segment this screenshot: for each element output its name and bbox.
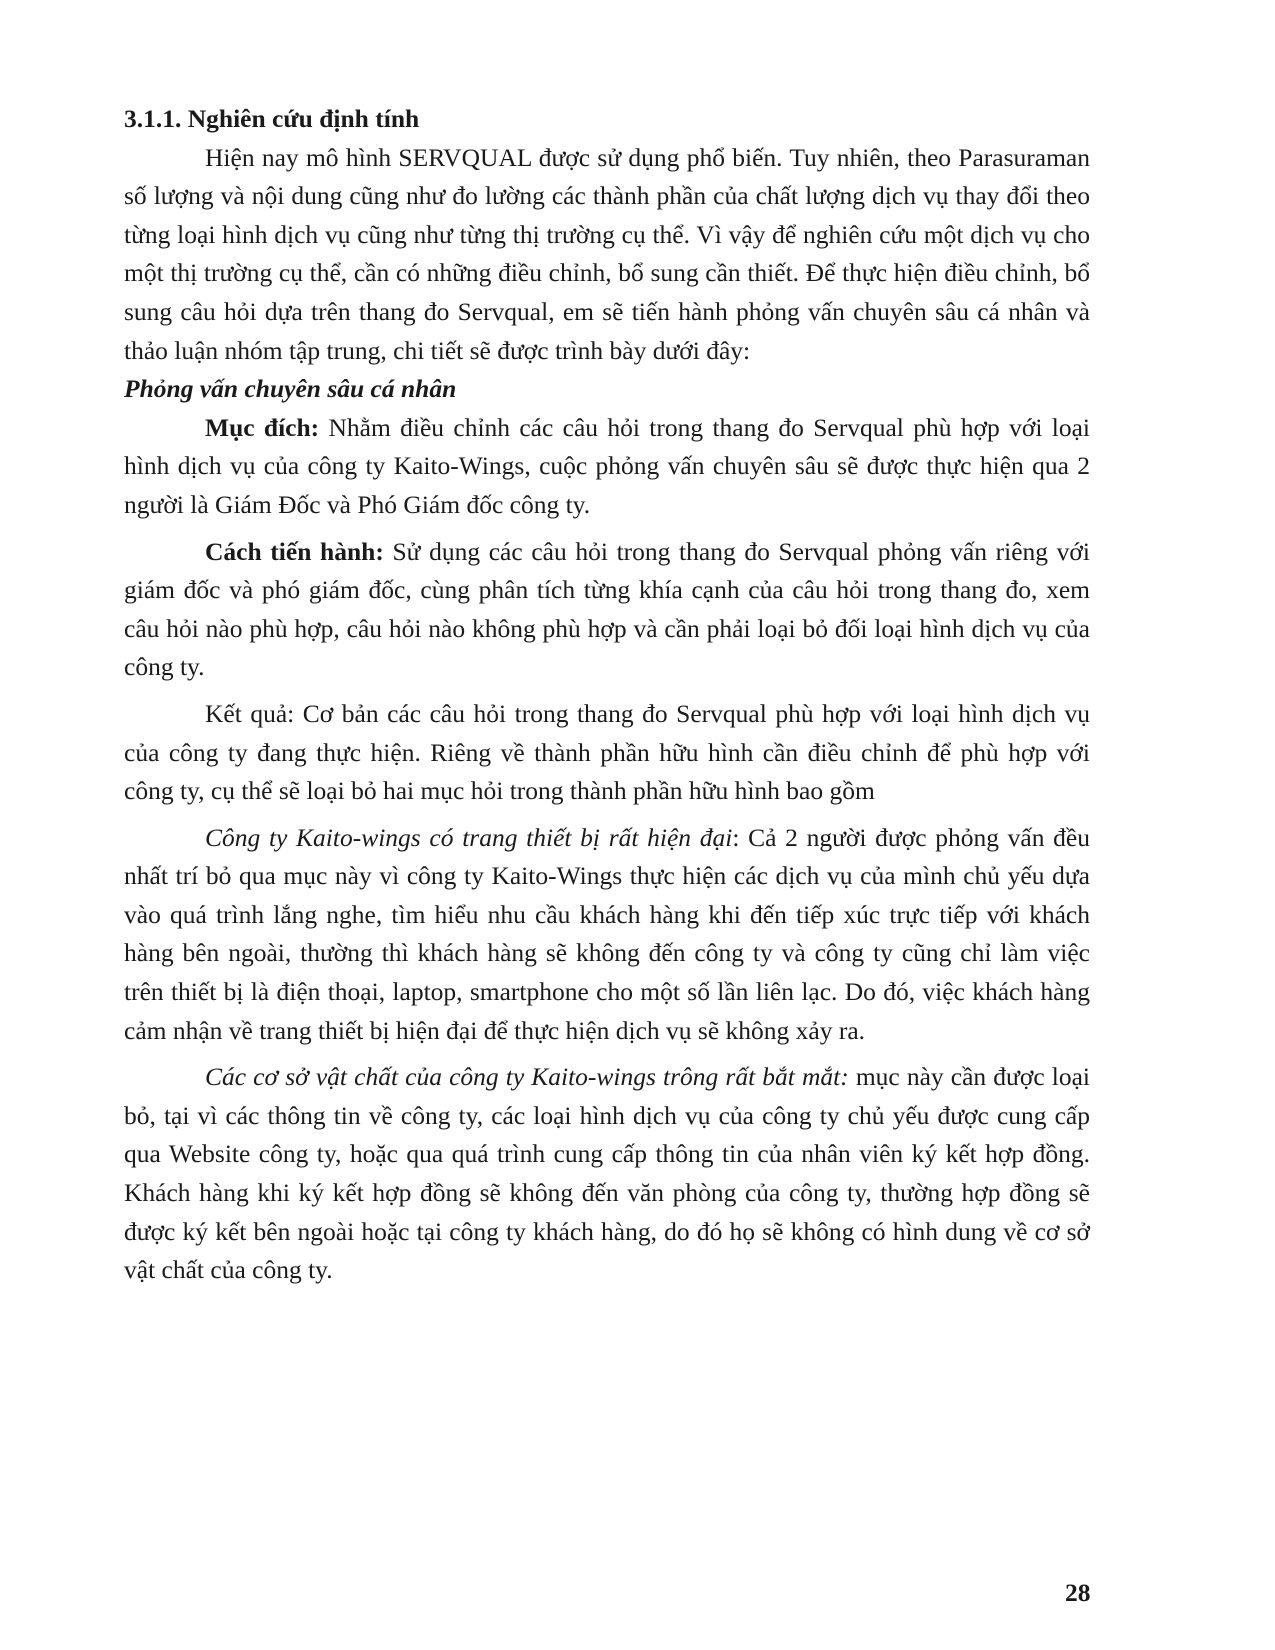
method-paragraph <box>124 533 1090 687</box>
page-number: 28 <box>1065 1578 1091 1607</box>
method-text: Sử dụng các câu hỏi trong thang đo Servqual phỏng vấn riêng với giám đốc và phó giám đốc, cùng phân tích từng khía cạnh của câu hỏi trong thang đo, xem câu hỏi nào phù hợp, câu hỏi nào không phù hợp và cần phải loại bỏ đối loại hình dịch vụ của công ty. <box>124 536 1090 682</box>
item2-paragraph <box>124 1058 1090 1290</box>
item2-label: Các cơ sở vật chất của công ty Kaito-wings trông rất bắt mắt: <box>205 1062 849 1092</box>
item2-text: mục này cần được loại bỏ, tại vì các thông tin về công ty, các loại hình dịch vụ của công ty chủ yếu được cung cấp qua Website công ty, hoặc qua quá trình cung cấp thông tin của nhân viên ký kết hợp đồng. Khách hàng khi ký kết hợp đồng sẽ không đến văn phòng của công ty, thường hợp đồng sẽ được ký kết bên ngoài hoặc tại công ty khách hàng, do đó họ sẽ không có hình dung về cơ sở vật chất của công ty. <box>124 1062 1090 1285</box>
intro-paragraph: Hiện nay mô hình SERVQUAL được sử dụng phổ biến. Tuy nhiên, theo Parasuraman số lượng và nội dung cũng như đo lường các thành phần của chất lượng dịch vụ thay đổi theo từng loại hình dịch vụ cũng như từng thị trường cụ thể. Vì vậy để nghiên cứu một dịch vụ cho một thị trường cụ thể, cần có những điều chỉnh, bổ sung cần thiết. Để thực hiện điều chỉnh, bổ sung câu hỏi dựa trên thang đo Servqual, em sẽ tiến hành phỏng vấn chuyên sâu cá nhân và thảo luận nhóm tập trung, chi tiết sẽ được trình bày dưới đây: <box>124 142 1090 365</box>
purpose-text: Nhằm điều chỉnh các câu hỏi trong thang đo Servqual phù hợp với loại hình dịch vụ của công ty Kaito-Wings, cuộc phỏng vấn chuyên sâu sẽ được thực hiện qua 2 người là Giám Đốc và Phó Giám đốc công ty. <box>124 412 1091 519</box>
section-heading: 3.1.1. Nghiên cứu định tính <box>124 104 420 133</box>
result-paragraph: Kết quả: Cơ bản các câu hỏi trong thang đo Servqual phù hợp với loại hình dịch vụ của công ty đang thực hiện. Riêng về thành phần hữu hình cần điều chỉnh để phù hợp với công ty, cụ thể sẽ loại bỏ hai mục hỏi trong thành phần hữu hình bao gồm <box>124 698 1090 806</box>
method-label: Cách tiến hành: <box>205 536 384 566</box>
purpose-label: Mục đích: <box>205 412 320 442</box>
document-body <box>124 100 1090 1290</box>
item1-paragraph <box>124 819 1090 1051</box>
purpose-paragraph <box>124 409 1090 525</box>
item1-label: Công ty Kaito-wings có trang thiết bị rất hiện đại <box>205 822 733 852</box>
item1-text: : Cả 2 người được phỏng vấn đều nhất trí bỏ qua mục này vì công ty Kaito-Wings thực hiện các dịch vụ của mình chủ yếu dựa vào quá trình lắng nghe, tìm hiểu nhu cầu khách hàng khi đến tiếp xúc trực tiếp với khách hàng bên ngoài, thường thì khách hàng sẽ không đến công ty và công ty cũng chỉ làm việc trên thiết bị là điện thoại, laptop, smartphone cho một số lần liên lạc. Do đó, việc khách hàng cảm nhận về trang thiết bị hiện đại để thực hiện dịch vụ sẽ không xảy ra. <box>124 822 1090 1045</box>
subsection-title: Phỏng vấn chuyên sâu cá nhân <box>124 374 457 404</box>
